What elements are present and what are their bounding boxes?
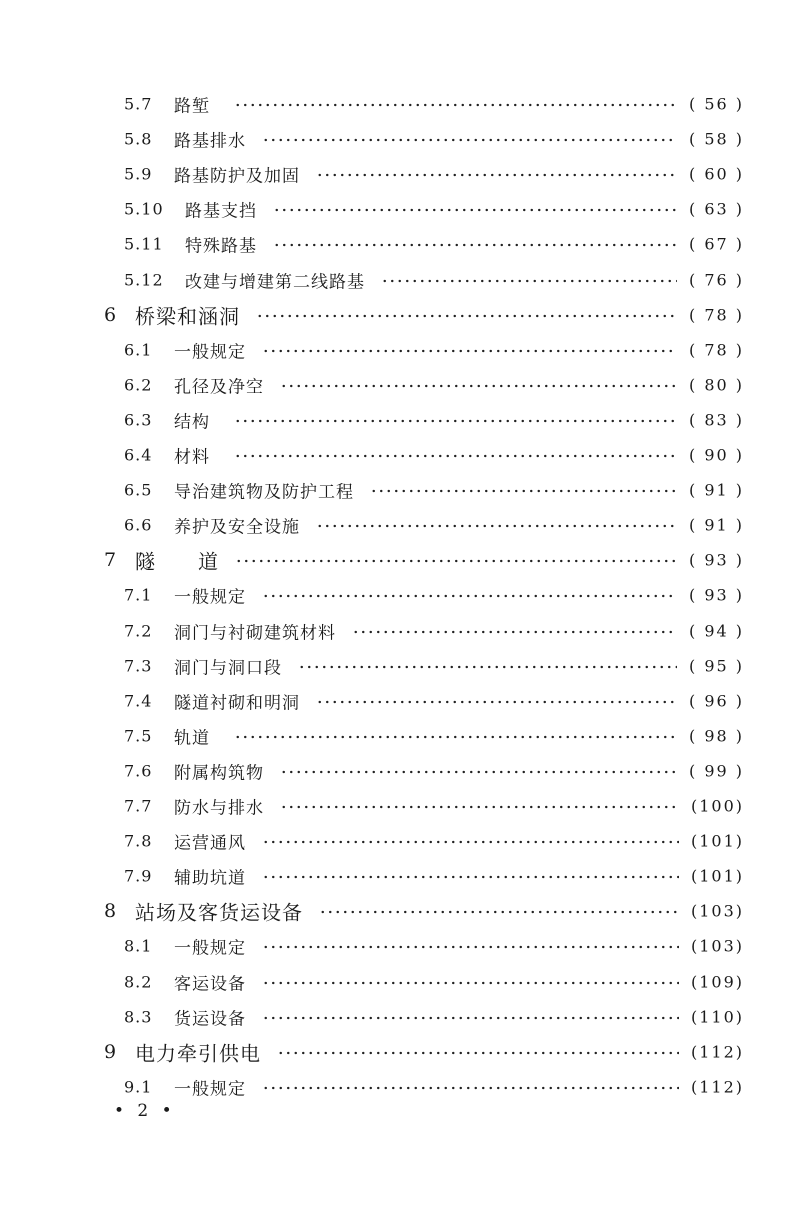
section-number: 7 — [104, 548, 118, 571]
dot-leader — [273, 243, 677, 247]
toc-section-row — [0, 1069, 790, 1104]
section-title: 辅助坑道 — [174, 868, 246, 888]
section-title: 特殊路基 — [185, 236, 257, 256]
section-number: 5.7 — [124, 94, 153, 113]
dot-leader — [262, 349, 677, 353]
dot-leader — [234, 419, 677, 423]
section-title: 站场及客货运设备 — [135, 900, 303, 924]
page-reference: ( 91 ) — [688, 480, 744, 499]
dot-leader — [262, 594, 677, 598]
section-title: 附属构筑物 — [174, 763, 264, 783]
dot-leader — [298, 665, 677, 669]
section-number: 6 — [104, 303, 118, 326]
dot-leader — [319, 910, 679, 914]
section-number: 7.5 — [124, 726, 153, 745]
dot-leader — [262, 945, 679, 949]
toc-section-row — [0, 191, 790, 226]
section-title: 客运设备 — [174, 974, 246, 994]
toc-section-row — [0, 999, 790, 1034]
toc-section-row — [0, 964, 790, 999]
toc-section-row — [0, 507, 790, 542]
section-number: 5.11 — [124, 234, 164, 253]
section-title: 防水与排水 — [174, 798, 264, 818]
page-reference: ( 58 ) — [688, 129, 744, 148]
page-reference: (101) — [690, 866, 744, 885]
section-title: 隧道衬砌和明洞 — [174, 693, 300, 713]
page-reference: ( 90 ) — [688, 445, 744, 464]
toc-chapter-row — [0, 297, 790, 332]
section-number: 6.4 — [124, 445, 153, 464]
toc-chapter-row — [0, 1034, 790, 1069]
toc-section-row — [0, 823, 790, 858]
dot-leader — [381, 279, 677, 283]
section-number: 7.7 — [124, 796, 153, 815]
toc-section-row — [0, 437, 790, 472]
page-reference: ( 78 ) — [688, 305, 744, 324]
section-title: 导治建筑物及防护工程 — [174, 482, 354, 502]
section-number: 7.4 — [124, 691, 153, 710]
section-title: 路基排水 — [174, 131, 246, 151]
dot-leader — [262, 138, 677, 142]
toc-section-row — [0, 262, 790, 297]
section-title: 结构 — [174, 412, 210, 432]
section-title: 轨道 — [174, 728, 210, 748]
dot-leader — [370, 489, 677, 493]
dot-leader — [234, 103, 677, 107]
section-title: 路基支挡 — [185, 201, 257, 221]
toc-section-row — [0, 683, 790, 718]
dot-leader — [316, 173, 677, 177]
dot-leader — [262, 875, 679, 879]
page-reference: (100) — [690, 796, 744, 815]
page-reference: ( 94 ) — [688, 621, 744, 640]
section-number: 7.9 — [124, 866, 153, 885]
section-title: 一般规定 — [174, 342, 246, 362]
section-title: 洞门与衬砌建筑材料 — [174, 623, 336, 643]
page-reference: (109) — [690, 972, 744, 991]
toc-section-row — [0, 156, 790, 191]
page-reference: ( 98 ) — [688, 726, 744, 745]
section-number: 6.1 — [124, 340, 153, 359]
toc-section-row — [0, 613, 790, 648]
dot-leader — [234, 735, 677, 739]
toc-section-row — [0, 472, 790, 507]
page-reference: ( 96 ) — [688, 691, 744, 710]
toc-section-row — [0, 577, 790, 612]
toc-section-row — [0, 402, 790, 437]
section-number: 8.1 — [124, 936, 153, 955]
page-reference: ( 91 ) — [688, 515, 744, 534]
page-reference: ( 99 ) — [688, 761, 744, 780]
dot-leader — [235, 559, 677, 563]
section-title: 隧 道 — [135, 549, 219, 573]
section-title: 路堑 — [174, 96, 210, 116]
toc-section-row — [0, 226, 790, 261]
page-reference: ( 78 ) — [688, 340, 744, 359]
page-reference: ( 76 ) — [688, 270, 744, 289]
toc-section-row — [0, 788, 790, 823]
dot-leader — [262, 840, 679, 844]
page-reference: ( 83 ) — [688, 410, 744, 429]
page-reference: (110) — [690, 1007, 744, 1026]
dot-leader — [234, 454, 677, 458]
dot-leader — [262, 981, 679, 985]
toc-chapter-row — [0, 893, 790, 928]
section-title: 一般规定 — [174, 1079, 246, 1099]
section-title: 桥梁和涵洞 — [135, 304, 240, 328]
dot-leader — [280, 805, 679, 809]
section-number: 9.1 — [124, 1077, 153, 1096]
page-reference: (112) — [690, 1077, 744, 1096]
page-reference: ( 93 ) — [688, 550, 744, 569]
section-title: 路基防护及加固 — [174, 166, 300, 186]
page-reference: ( 67 ) — [688, 234, 744, 253]
section-number: 5.8 — [124, 129, 153, 148]
section-title: 孔径及净空 — [174, 377, 264, 397]
section-number: 8.2 — [124, 972, 153, 991]
section-number: 8.3 — [124, 1007, 153, 1026]
dot-leader — [262, 1016, 679, 1020]
dot-leader — [273, 208, 677, 212]
page-number: • 2 • — [114, 1101, 176, 1121]
dot-leader — [256, 314, 677, 318]
section-title: 材料 — [174, 447, 210, 467]
toc-section-row — [0, 928, 790, 963]
toc-section-row — [0, 858, 790, 893]
dot-leader — [277, 1051, 679, 1055]
page-reference: (103) — [690, 936, 744, 955]
toc-section-row — [0, 86, 790, 121]
page-reference: ( 60 ) — [688, 164, 744, 183]
section-title: 洞门与洞口段 — [174, 658, 282, 678]
dot-leader — [316, 700, 677, 704]
section-title: 养护及安全设施 — [174, 517, 300, 537]
toc-section-row — [0, 718, 790, 753]
page-reference: (101) — [690, 831, 744, 850]
section-title: 一般规定 — [174, 938, 246, 958]
section-number: 5.9 — [124, 164, 153, 183]
section-title: 运营通风 — [174, 833, 246, 853]
dot-leader — [280, 770, 677, 774]
toc-section-row — [0, 121, 790, 156]
toc-section-row — [0, 648, 790, 683]
dot-leader — [280, 384, 677, 388]
section-number: 7.6 — [124, 761, 153, 780]
section-number: 5.10 — [124, 199, 164, 218]
section-number: 7.1 — [124, 585, 153, 604]
section-title: 货运设备 — [174, 1009, 246, 1029]
section-title: 一般规定 — [174, 587, 246, 607]
section-number: 9 — [104, 1040, 118, 1063]
section-number: 6.3 — [124, 410, 153, 429]
section-number: 7.2 — [124, 621, 153, 640]
section-number: 6.5 — [124, 480, 153, 499]
section-number: 5.12 — [124, 270, 164, 289]
page-reference: ( 63 ) — [688, 199, 744, 218]
toc-section-row — [0, 367, 790, 402]
section-number: 6.6 — [124, 515, 153, 534]
section-number: 8 — [104, 899, 118, 922]
toc-chapter-row — [0, 542, 790, 577]
page-reference: ( 95 ) — [688, 656, 744, 675]
page-reference: ( 56 ) — [688, 94, 744, 113]
section-title: 电力牵引供电 — [135, 1041, 261, 1065]
page-reference: ( 93 ) — [688, 585, 744, 604]
page-reference: (112) — [690, 1042, 744, 1061]
section-title: 改建与增建第二线路基 — [185, 272, 365, 292]
page-reference: ( 80 ) — [688, 375, 744, 394]
toc-section-row — [0, 332, 790, 367]
dot-leader — [316, 524, 677, 528]
dot-leader — [262, 1086, 679, 1090]
section-number: 6.2 — [124, 375, 153, 394]
page-reference: (103) — [690, 901, 744, 920]
toc-section-row — [0, 753, 790, 788]
dot-leader — [352, 630, 677, 634]
section-number: 7.3 — [124, 656, 153, 675]
section-number: 7.8 — [124, 831, 153, 850]
